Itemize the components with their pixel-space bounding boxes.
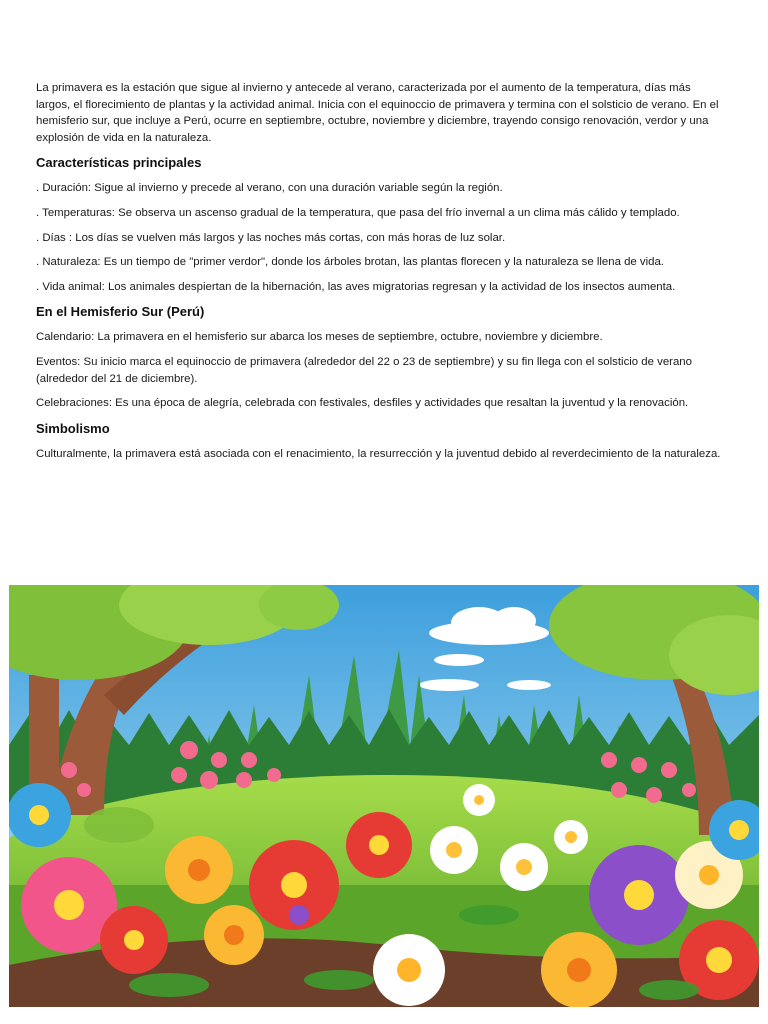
flower — [9, 783, 71, 847]
flower — [541, 932, 617, 1007]
heading-caracteristicas: Características principales — [36, 155, 202, 171]
flower — [500, 843, 548, 891]
flower — [165, 836, 233, 904]
spring-illustration — [9, 585, 759, 1007]
flower — [346, 812, 412, 878]
list-item: . Duración: Sigue al invierno y precede al verano, con una duración variable según la región. — [36, 182, 503, 195]
flower — [430, 826, 478, 874]
heading-hemisferio-sur: En el Hemisferio Sur (Perú) — [36, 304, 205, 320]
flower — [589, 845, 689, 945]
list-item: . Días : Los días se vuelven más largos y las noches más cortas, con más horas de luz solar. — [36, 231, 506, 244]
flower — [373, 934, 445, 1006]
list-item: Culturalmente, la primavera está asociada con el renacimiento, la resurrección y la juventud debido al reverdecimiento de la naturaleza. — [36, 447, 721, 460]
flower — [289, 905, 309, 925]
flower — [554, 820, 588, 854]
list-item: Eventos: Su inicio marca el equinoccio de primavera (alrededor del 22 o 23 de septiembre) y su fin llega con el solsticio de verano (alrededor del 21 de diciembre). — [36, 355, 692, 385]
flower — [100, 906, 168, 974]
list-item: . Naturaleza: Es un tiempo de "primer verdor", donde los árboles brotan, las plantas florecen y la naturaleza se llena de vida. — [36, 256, 664, 269]
list-item: . Temperaturas: Se observa un ascenso gradual de la temperatura, que pasa del frío invernal a un clima más cálido y templado. — [36, 206, 680, 219]
flower — [204, 905, 264, 965]
intro-paragraph: La primavera es la estación que sigue al invierno y antecede al verano, caracterizada por el aumento de la temperatura, días más largos, el florecimiento de plantas y la actividad animal. Inicia con el equinoccio de primavera y termina con el solsticio de verano. En el hemisferio sur, que incluye a Perú, ocurre en septiembre, octubre, noviembre y diciembre, trayendo consigo renovación, verdor y una explosión de vida en la naturaleza. — [36, 82, 719, 144]
heading-simbolismo: Simbolismo — [36, 420, 110, 436]
list-item: . Vida animal: Los animales despiertan de la hibernación, las aves migratorias regresan y la actividad de los insectos aumenta. — [36, 280, 676, 293]
flower — [463, 784, 495, 816]
document-body — [36, 80, 726, 470]
list-item: Celebraciones: Es una época de alegría, celebrada con festivales, desfiles y actividades que resaltan la juventud y la renovación. — [36, 397, 689, 410]
spring-scene-image — [9, 585, 759, 1007]
list-item: Calendario: La primavera en el hemisferio sur abarca los meses de septiembre, octubre, noviembre y diciembre. — [36, 331, 603, 344]
